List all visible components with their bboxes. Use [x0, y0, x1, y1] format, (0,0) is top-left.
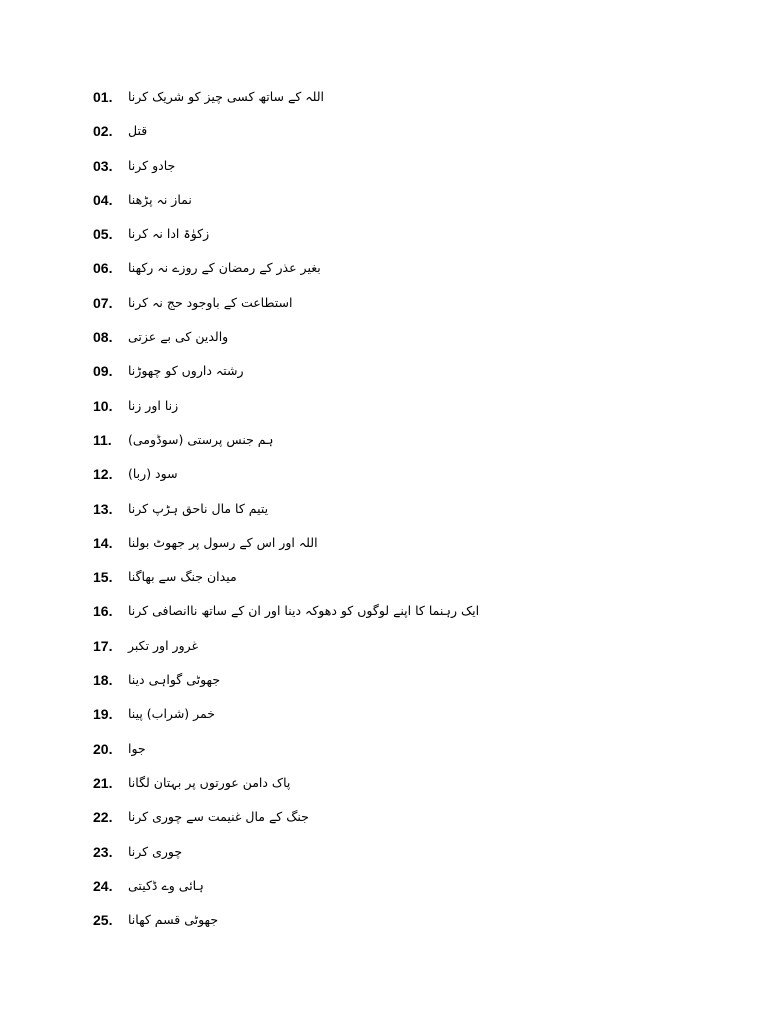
- list-item: [93, 635, 713, 669]
- list-item: [93, 600, 713, 634]
- item-text: چوری کرنا: [128, 843, 183, 859]
- item-number: 18.: [93, 672, 113, 689]
- item-number: 02.: [93, 123, 113, 140]
- item-text: والدین کی بے عزتی: [128, 329, 229, 345]
- item-text: ہائی وے ڈکیتی: [128, 877, 204, 893]
- item-number: 10.: [93, 397, 113, 414]
- item-text: جوا: [128, 740, 146, 756]
- item-number: 21.: [93, 774, 113, 791]
- list-item: [93, 806, 713, 840]
- numbered-list: [93, 86, 713, 943]
- item-text: غرور اور تکبر: [128, 637, 199, 653]
- item-text: جنگ کے مال غنیمت سے چوری کرنا: [128, 809, 309, 825]
- item-text: اللہ اور اس کے رسول پر جھوٹ بولنا: [128, 534, 318, 550]
- item-number: 07.: [93, 294, 113, 311]
- item-text: یتیم کا مال ناحق ہڑپ کرنا: [128, 500, 269, 516]
- item-number: 03.: [93, 157, 113, 174]
- item-number: 05.: [93, 226, 113, 243]
- item-text: زکوٰۃ ادا نہ کرنا: [128, 226, 210, 242]
- item-text: ایک رہنما کا اپنے لوگوں کو دھوکہ دینا اور ان کے ساتھ ناانصافی کرنا: [128, 603, 480, 619]
- item-text: جھوٹی گواہی دینا: [128, 672, 221, 688]
- item-text: استطاعت کے باوجود حج نہ کرنا: [128, 294, 293, 310]
- item-number: 12.: [93, 466, 113, 483]
- list-item: [93, 189, 713, 223]
- list-item: [93, 292, 713, 326]
- item-text: اللہ کے ساتھ کسی چیز کو شریک کرنا: [128, 89, 324, 104]
- list-item: [93, 463, 713, 497]
- list-item: [93, 566, 713, 600]
- item-text: نماز نہ پڑھنا: [128, 191, 192, 207]
- item-number: 25.: [93, 912, 113, 929]
- item-number: 09.: [93, 363, 113, 380]
- list-item: [93, 257, 713, 291]
- item-text: سود (ربا): [128, 466, 178, 482]
- list-item: [93, 772, 713, 806]
- item-number: 19.: [93, 706, 113, 723]
- item-text: بغیر عذر کے رمضان کے روزے نہ رکھنا: [128, 260, 321, 276]
- item-number: 17.: [93, 637, 113, 654]
- list-item: [93, 120, 713, 154]
- list-item: [93, 155, 713, 189]
- item-number: 08.: [93, 329, 113, 346]
- list-item: [93, 429, 713, 463]
- item-number: 11.: [93, 431, 112, 448]
- item-text: میدان جنگ سے بھاگنا: [128, 569, 237, 585]
- item-number: 04.: [93, 191, 113, 208]
- item-number: 24.: [93, 877, 113, 894]
- item-text: ہم جنس پرستی (سوڈومی): [128, 431, 274, 447]
- item-number: 01.: [93, 89, 113, 105]
- item-text: پاک دامن عورتوں پر بہتان لگانا: [128, 774, 291, 790]
- item-number: 23.: [93, 843, 113, 860]
- item-number: 14.: [93, 534, 113, 551]
- list-item: [93, 395, 713, 429]
- list-item: [93, 223, 713, 257]
- item-number: 06.: [93, 260, 113, 277]
- list-item: [93, 703, 713, 737]
- list-item: [93, 498, 713, 532]
- item-text: رشتہ داروں کو چھوڑنا: [128, 363, 244, 379]
- item-number: 16.: [93, 603, 113, 620]
- list-item: [93, 909, 713, 943]
- item-text: قتل: [128, 123, 148, 139]
- list-item: [93, 669, 713, 703]
- item-number: 15.: [93, 569, 113, 586]
- item-text: خمر (شراب) پینا: [128, 706, 215, 722]
- item-number: 20.: [93, 740, 113, 757]
- item-text: جھوٹی قسم کھانا: [128, 912, 219, 928]
- item-text: جادو کرنا: [128, 157, 176, 173]
- item-text: زنا اور زنا: [128, 397, 179, 413]
- list-item: [93, 738, 713, 772]
- list-item: [93, 875, 713, 909]
- list-item: [93, 360, 713, 394]
- item-number: 13.: [93, 500, 113, 517]
- list-item: [93, 326, 713, 360]
- list-item: [93, 532, 713, 566]
- list-item: [93, 841, 713, 875]
- list-item: [93, 86, 713, 120]
- item-number: 22.: [93, 809, 113, 826]
